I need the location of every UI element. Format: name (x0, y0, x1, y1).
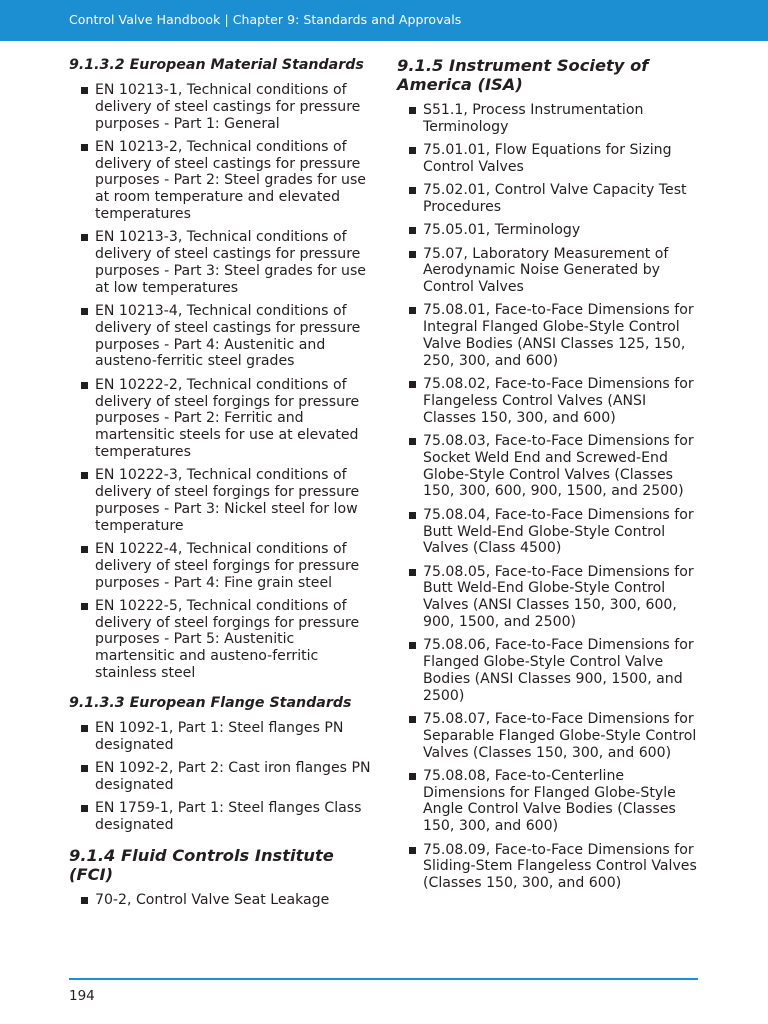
square-bullet-icon (81, 603, 88, 610)
square-bullet-icon (409, 107, 416, 114)
list-item (69, 139, 374, 223)
header-title: Control Valve Handbook | Chapter 9: Standards and Approvals (69, 12, 462, 27)
list-item (69, 720, 374, 754)
standards-list (69, 892, 374, 909)
square-bullet-icon (409, 307, 416, 314)
list-item-text: 75.08.01, Face-to-Face Dimensions for Integral Flanged Globe-Style Control Valve Bodies (ANSI Classes 125, 150, 250, 300, and 600) (423, 302, 694, 369)
list-item-text: EN 10222-4, Technical conditions of delivery of steel forgings for pressure purposes - Part 4: Fine grain steel (95, 540, 360, 591)
right-column (397, 56, 702, 898)
list-item (69, 303, 374, 370)
list-item-text: 75.07, Laboratory Measurement of Aerodynamic Noise Generated by Control Valves (423, 245, 669, 296)
section-heading: 9.1.3.3 European Flange Standards (69, 694, 352, 711)
square-bullet-icon (81, 472, 88, 479)
square-bullet-icon (409, 187, 416, 194)
list-item-text: 75.02.01, Control Valve Capacity Test Procedures (423, 182, 687, 215)
list-item (397, 182, 702, 216)
page-number: 194 (69, 988, 95, 1004)
list-item-text: 75.08.06, Face-to-Face Dimensions for Flanged Globe-Style Control Valve Bodies (ANSI Classes 900, 1500, and 2500) (423, 637, 694, 704)
standards-list (397, 102, 702, 892)
list-item-text: 75.08.04, Face-to-Face Dimensions for Butt Weld-End Globe-Style Control Valves (Class 4500) (423, 506, 694, 557)
square-bullet-icon (81, 765, 88, 772)
list-item-text: EN 10213-4, Technical conditions of delivery of steel castings for pressure purposes - Part 4: Austenitic and austeno-ferritic steel grades (95, 303, 361, 370)
list-item-text: 75.08.07, Face-to-Face Dimensions for Separable Flanged Globe-Style Control Valves (Classes 150, 300, and 600) (423, 711, 697, 761)
list-item-text: EN 1092-1, Part 1: Steel flanges PN designated (95, 719, 344, 753)
square-bullet-icon (409, 381, 416, 388)
square-bullet-icon (409, 716, 416, 723)
list-item (397, 507, 702, 557)
square-bullet-icon (409, 227, 416, 234)
square-bullet-icon (409, 569, 416, 576)
section-heading: 9.1.4 Fluid Controls Institute (FCI) (69, 845, 334, 884)
list-item-text: 75.01.01, Flow Equations for Sizing Control Valves (423, 142, 672, 175)
square-bullet-icon (81, 144, 88, 151)
list-item (69, 377, 374, 461)
left-column (69, 56, 374, 915)
list-item-text: EN 10222-2, Technical conditions of delivery of steel forgings for pressure purposes - Part 2: Ferritic and martensitic steels for use at elevated temperatures (95, 376, 360, 460)
list-item (397, 711, 702, 761)
square-bullet-icon (81, 308, 88, 315)
square-bullet-icon (81, 87, 88, 94)
page-header (0, 0, 768, 41)
square-bullet-icon (409, 251, 416, 258)
square-bullet-icon (409, 642, 416, 649)
list-item (397, 302, 702, 369)
list-item (397, 768, 702, 835)
square-bullet-icon (81, 546, 88, 553)
list-item (397, 433, 702, 500)
list-item (69, 467, 374, 534)
square-bullet-icon (409, 773, 416, 780)
list-item-text: 75.08.02, Face-to-Face Dimensions for Flangeless Control Valves (ANSI Classes 150, 300, and 600) (423, 376, 694, 426)
list-item-text: 75.08.05, Face-to-Face Dimensions for Butt Weld-End Globe-Style Control Valves (ANSI Classes 150, 300, 600, 900, 1500, and 2500) (423, 563, 694, 631)
footer-divider (69, 978, 698, 980)
list-item (69, 82, 374, 132)
square-bullet-icon (409, 512, 416, 519)
list-item (69, 229, 374, 296)
square-bullet-icon (409, 847, 416, 854)
list-item (397, 142, 702, 176)
list-item-text: 75.08.08, Face-to-Centerline Dimensions for Flanged Globe-Style Angle Control Valve Bodies (Classes 150, 300, and 600) (423, 767, 676, 835)
standards-list (69, 720, 374, 834)
list-item-text: EN 10213-1, Technical conditions of delivery of steel castings for pressure purposes - Part 1: General (95, 82, 361, 132)
list-item (397, 842, 702, 892)
list-item-text: EN 10213-2, Technical conditions of delivery of steel castings for pressure purposes - Part 2: Steel grades for use at room temperature and elevated temperatures (95, 138, 366, 223)
list-item-text: EN 1759-1, Part 1: Steel flanges Class designated (95, 799, 362, 833)
list-item-text: 75.08.03, Face-to-Face Dimensions for Socket Weld End and Screwed-End Globe-Style Control Valves (Classes 150, 300, 600, 900, 1500, and 2500) (423, 433, 694, 500)
list-item-text: EN 10222-5, Technical conditions of delivery of steel forgings for pressure purposes - Part 5: Austenitic martensitic and austeno-ferritic stainless steel (95, 597, 360, 681)
square-bullet-icon (81, 897, 88, 904)
list-item (397, 564, 702, 631)
section-heading: 9.1.5 Instrument Society of America (ISA) (397, 56, 649, 94)
list-item-text: 75.05.01, Terminology (423, 222, 581, 239)
list-item (397, 376, 702, 426)
list-item-text: 70-2, Control Valve Seat Leakage (95, 891, 330, 908)
list-item (397, 102, 702, 136)
list-item-text: EN 10213-3, Technical conditions of delivery of steel castings for pressure purposes - Part 3: Steel grades for use at low temperatures (95, 229, 366, 296)
section-heading: 9.1.3.2 European Material Standards (69, 57, 364, 73)
list-item (69, 760, 374, 794)
square-bullet-icon (81, 234, 88, 241)
square-bullet-icon (81, 805, 88, 812)
square-bullet-icon (409, 438, 416, 445)
list-item (397, 246, 702, 296)
list-item-text: 75.08.09, Face-to-Face Dimensions for Sliding-Stem Flangeless Control Valves (Classes 150, 300, and 600) (423, 841, 697, 892)
list-item (69, 598, 374, 682)
list-item (397, 637, 702, 704)
square-bullet-icon (81, 725, 88, 732)
list-item (69, 541, 374, 591)
list-item (397, 222, 702, 239)
standards-list (69, 82, 374, 682)
square-bullet-icon (409, 147, 416, 154)
square-bullet-icon (81, 382, 88, 389)
list-item (69, 892, 374, 909)
list-item (69, 800, 374, 834)
list-item-text: EN 1092-2, Part 2: Cast iron flanges PN designated (95, 759, 371, 793)
list-item-text: EN 10222-3, Technical conditions of delivery of steel forgings for pressure purposes - Part 3: Nickel steel for low temperature (95, 467, 360, 534)
list-item-text: S51.1, Process Instrumentation Terminology (423, 102, 644, 135)
